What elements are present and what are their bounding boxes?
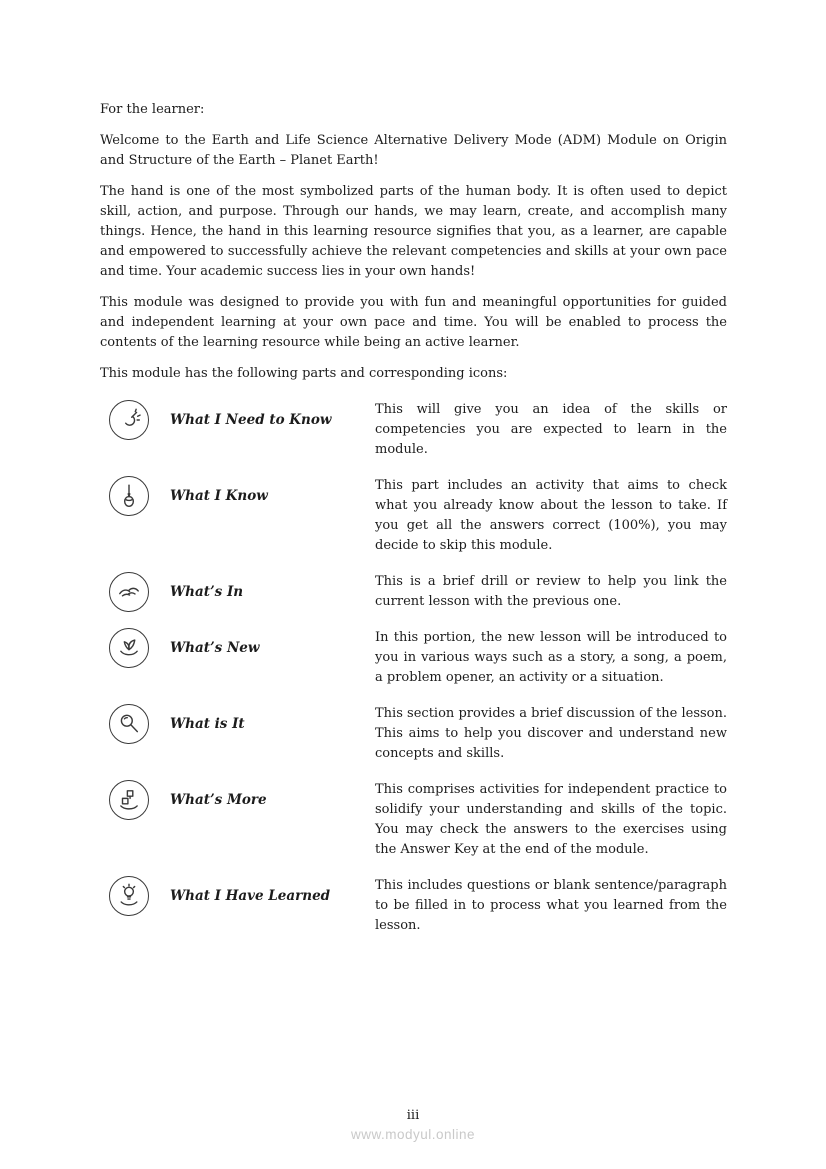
module-part-row (100, 628, 727, 688)
magnifying-glass-icon (109, 704, 149, 744)
salutation-text: For the learner: (100, 102, 205, 117)
hand-pointing-icon (109, 400, 149, 440)
hand-with-leaf-icon (109, 628, 149, 668)
module-part-description: This part includes an activity that aims to check what you already know about the lesson to take. If you get all the answers correct (100%), you may decide to skip this module. (375, 478, 727, 553)
module-design-paragraph: This module was designed to provide you with fun and meaningful opportunities for guided and independent learning at your own pace and time. You will be enabled to process the contents of the learning resource while being an active learner. (100, 295, 727, 350)
module-part-row (100, 476, 727, 556)
module-part-label: What I Know (170, 488, 268, 504)
hand-holding-pencil-icon (109, 476, 149, 516)
module-part-label: What’s In (170, 584, 244, 600)
module-part-row (100, 876, 727, 936)
page-footer (0, 1107, 826, 1145)
hand-symbolism-paragraph: The hand is one of the most symbolized parts of the human body. It is often used to depict skill, action, and purpose. Through our hands, we may learn, create, and accomplish many things. Hence, the hand in this learning resource signifies that you, as a learner, are capable and empowered to successfully achieve the relevant competencies and skills at your own pace and time. Your academic success lies in your own hands! (100, 184, 727, 279)
module-part-label: What is It (170, 716, 245, 732)
module-part-description: This section provides a brief discussion of the lesson. This aims to help you discover and understand new concepts and skills. (375, 706, 727, 761)
module-part-label: What I Have Learned (170, 888, 331, 904)
module-part-row (100, 704, 727, 764)
icons-intro-paragraph: This module has the following parts and corresponding icons: (100, 366, 508, 381)
module-part-row (100, 400, 727, 460)
welcome-paragraph: Welcome to the Earth and Life Science Alternative Delivery Mode (ADM) Module on Origin and Structure of the Earth – Planet Earth! (100, 133, 727, 168)
module-part-row (100, 780, 727, 860)
watermark-text: www.modyul.online (350, 1127, 476, 1142)
module-part-description: This includes questions or blank sentence/paragraph to be filled in to process what you learned from the lesson. (375, 878, 727, 933)
open-hands-icon (109, 572, 149, 612)
module-part-description: This is a brief drill or review to help you link the current lesson with the previous one. (375, 574, 727, 609)
module-part-label: What’s New (170, 640, 260, 656)
module-part-label: What’s More (170, 792, 267, 808)
hand-stacking-blocks-icon (109, 780, 149, 820)
module-part-description: This comprises activities for independent practice to solidify your understanding and skills of the topic. You may check the answers to the exercises using the Answer Key at the end of the module. (375, 782, 727, 857)
module-part-description: This will give you an idea of the skills or competencies you are expected to learn in the module. (375, 402, 727, 457)
module-part-description: In this portion, the new lesson will be introduced to you in various ways such as a story, a song, a poem, a problem opener, an activity or a situation. (375, 630, 727, 685)
page-number: iii (406, 1108, 420, 1123)
module-part-label: What I Need to Know (170, 412, 332, 428)
module-part-row (100, 572, 727, 612)
hand-with-lightbulb-icon (109, 876, 149, 916)
